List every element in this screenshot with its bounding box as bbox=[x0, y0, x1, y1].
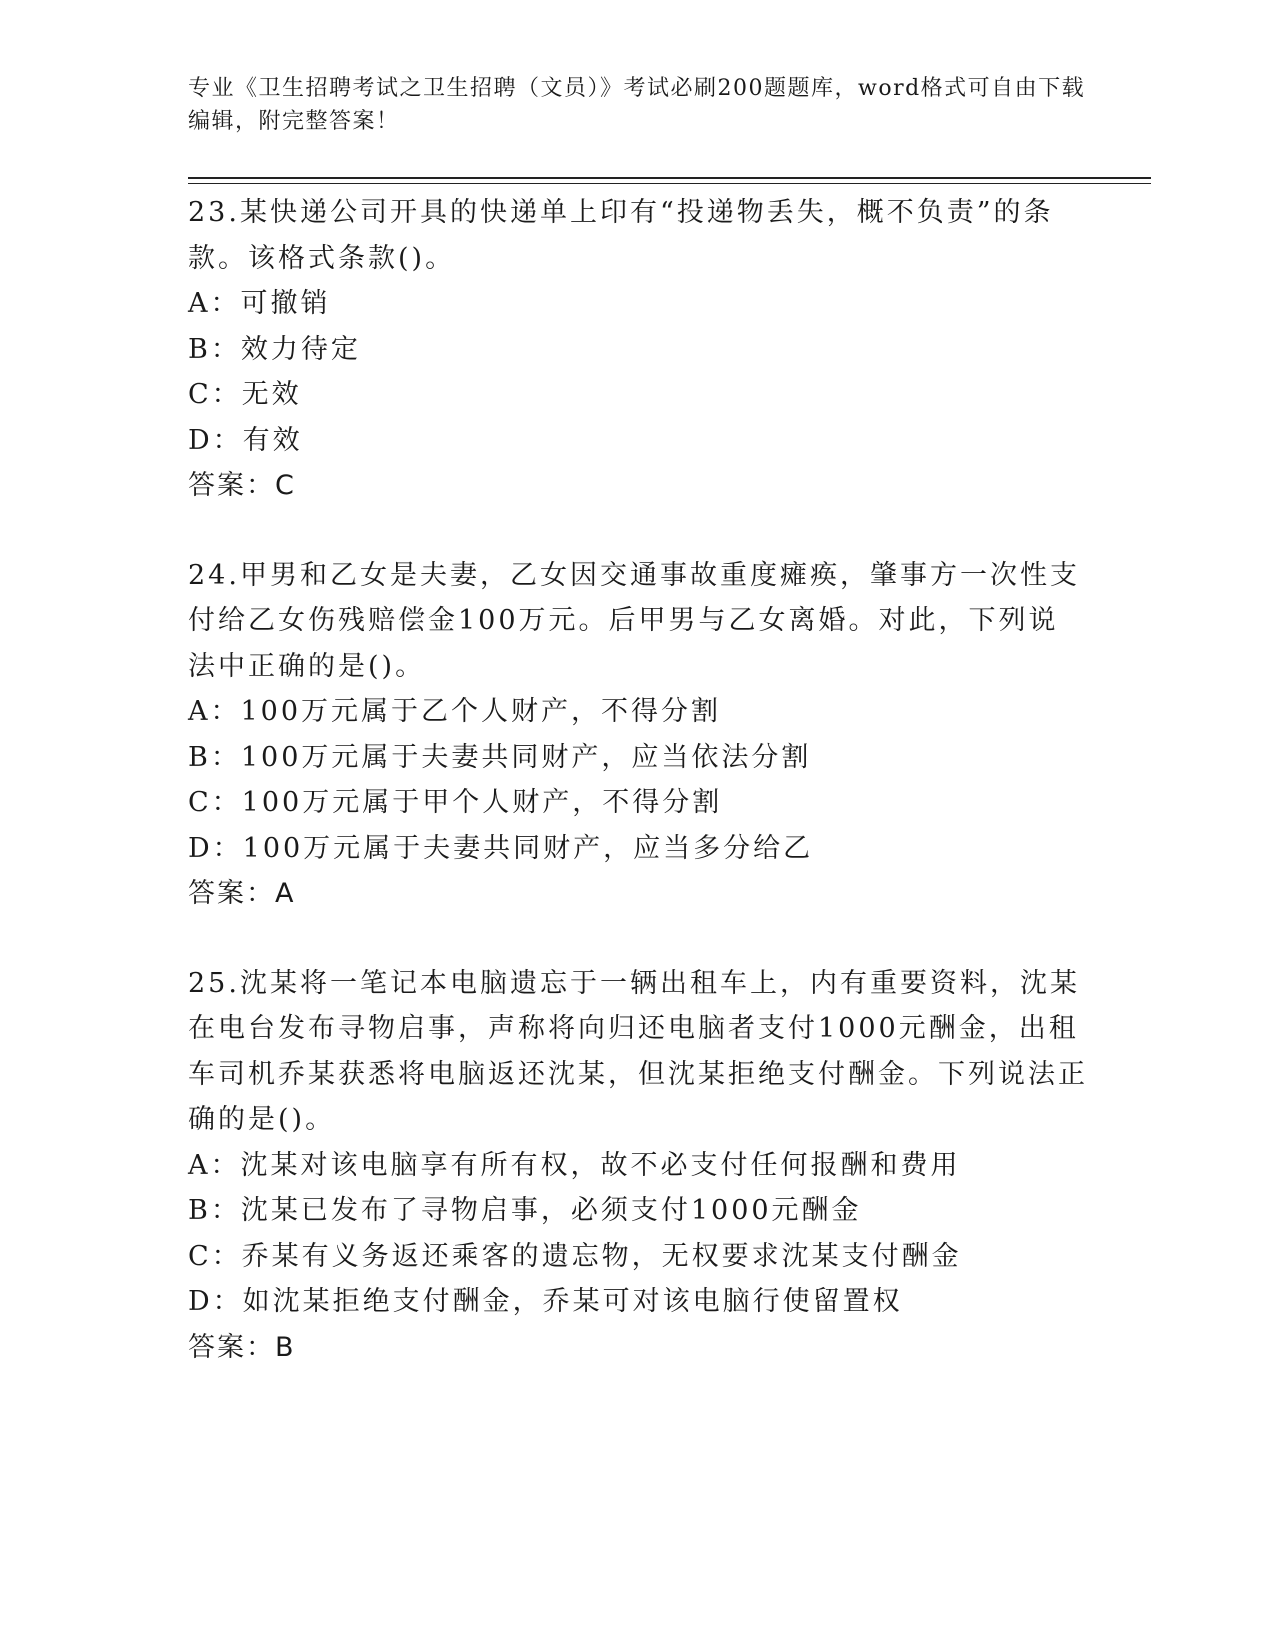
option-a: A：100万元属于乙个人财产，不得分割 bbox=[188, 696, 722, 727]
question-24 bbox=[188, 553, 1088, 917]
option-d: D：如沈某拒绝支付酬金，乔某可对该电脑行使留置权 bbox=[188, 1286, 903, 1317]
option-d: D：有效 bbox=[188, 424, 303, 456]
answer-line: 答案：A bbox=[188, 878, 296, 909]
option-b: B：效力待定 bbox=[188, 333, 361, 365]
answer-line: 答案：C bbox=[188, 470, 296, 501]
document-header: 专业《卫生招聘考试之卫生招聘（文员）》考试必刷200题题库，word格式可自由下载编辑，附完整答案！ bbox=[188, 76, 1086, 134]
question-stem: 25.沈某将一笔记本电脑遗忘于一辆出租车上，内有重要资料，沈某在电台发布寻物启事，声称将向归还电脑者支付1000元酬金，出租车司机乔某获悉将电脑返还沈某，但沈某拒绝支付酬金。下列说法正确的是()。 bbox=[188, 967, 1088, 1135]
option-b: B：100万元属于夫妻共同财产，应当依法分割 bbox=[188, 741, 812, 773]
option-a: A：沈某对该电脑享有所有权，故不必支付任何报酬和费用 bbox=[188, 1149, 961, 1181]
option-c: C：无效 bbox=[188, 379, 302, 410]
answer-line: 答案：B bbox=[188, 1331, 296, 1363]
option-a: A：可撤销 bbox=[188, 288, 331, 319]
header-divider-thick bbox=[188, 177, 1151, 179]
option-b: B：沈某已发布了寻物启事，必须支付1000元酬金 bbox=[188, 1195, 862, 1226]
option-c: C：100万元属于甲个人财产，不得分割 bbox=[188, 787, 723, 818]
question-stem: 23.某快递公司开具的快递单上印有“投递物丢失，概不负责”的条款。该格式条款()。 bbox=[188, 197, 1054, 274]
question-23 bbox=[188, 190, 1088, 509]
option-d: D：100万元属于夫妻共同财产，应当多分给乙 bbox=[188, 832, 814, 864]
question-stem: 24.甲男和乙女是夫妻，乙女因交通事故重度瘫痪，肇事方一次性支付给乙女伤残赔偿金100万元。后甲男与乙女离婚。对此，下列说法中正确的是()。 bbox=[188, 559, 1080, 682]
header-divider-thin bbox=[188, 183, 1151, 184]
question-25 bbox=[188, 961, 1088, 1371]
question-list bbox=[188, 190, 1088, 1370]
option-c: C：乔某有义务返还乘客的遗忘物，无权要求沈某支付酬金 bbox=[188, 1240, 962, 1272]
